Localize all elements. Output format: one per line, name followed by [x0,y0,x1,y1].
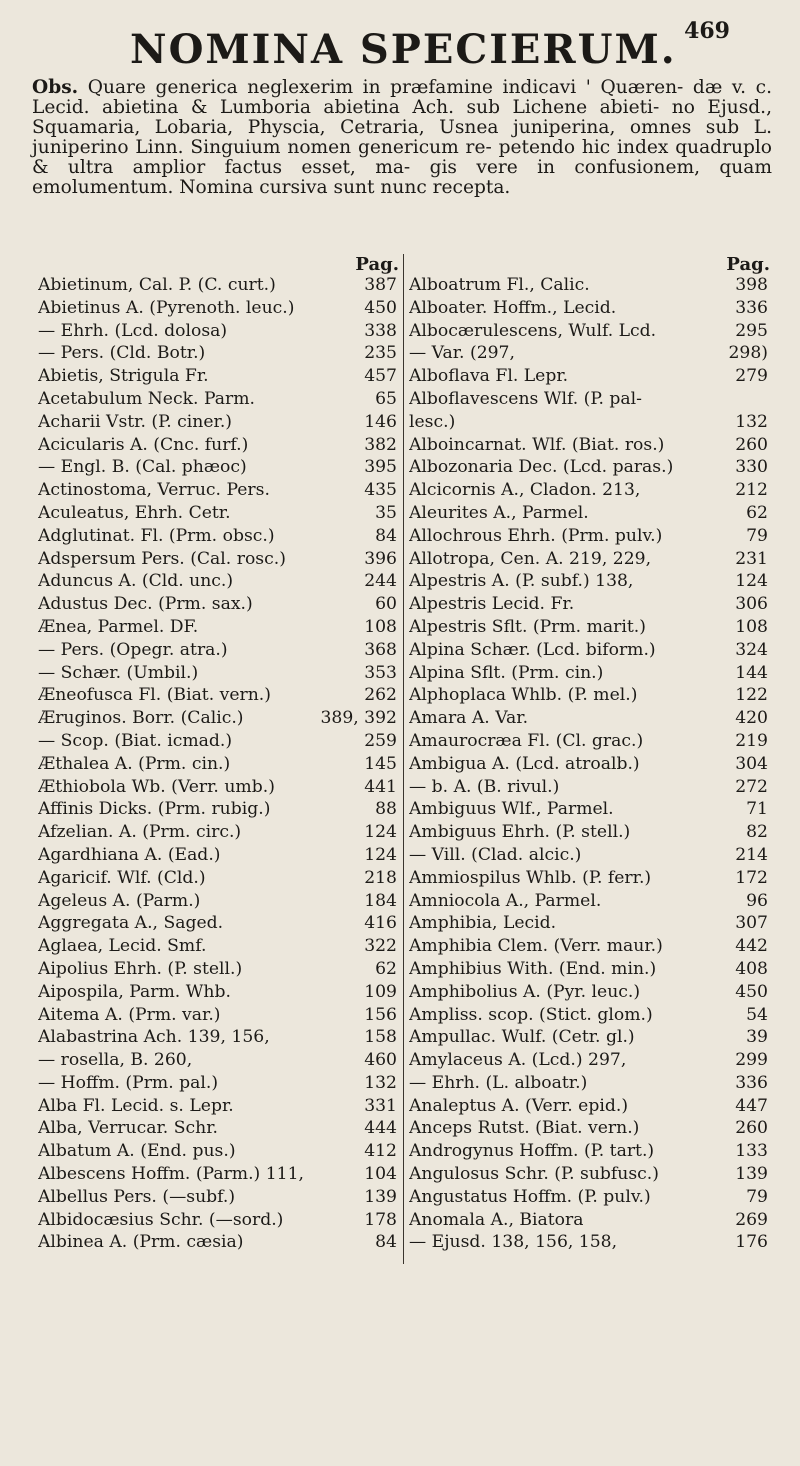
entry-name: — Pers. (Cld. Botr.) [38,343,206,364]
entry-pages: 368 [364,639,397,660]
index-entry [409,456,774,479]
index-entry [38,1049,403,1072]
index-entry [409,798,774,821]
index-entry [409,1163,774,1186]
index-entry [409,753,774,776]
entry-name: Albatum A. (End. pus.) [38,1141,236,1162]
entry-name: Analeptus A. (Verr. epid.) [409,1095,629,1116]
index-entry [409,593,774,616]
entry-pages: 457 [364,366,397,387]
entry-name: Ampliss. scop. (Stict. glom.) [409,1004,653,1025]
entry-name: Aggregata A., Saged. [38,913,224,934]
entry-name: Alpestris Sflt. (Prm. marit.) [409,616,646,637]
entry-pages: 35 [375,502,397,523]
entry-pages: 212 [735,480,768,501]
index-entry [409,821,774,844]
index-entry [409,570,774,593]
entry-name: Amaurocræa Fl. (Cl. grac.) [409,730,644,751]
entry-name: Aculeatus, Ehrh. Cetr. [38,502,231,523]
index-entry [409,365,774,388]
entry-name: Æruginos. Borr. (Calic.) [38,708,244,729]
right-pag-label: Pag. [726,254,770,275]
entry-name: Ambiguus Ehrh. (P. stell.) [409,822,631,843]
left-pag-label: Pag. [355,254,399,275]
index-entry [38,593,403,616]
entry-name: Ampullac. Wulf. (Cetr. gl.) [409,1027,635,1048]
index-entry [409,320,774,343]
entry-name: Albocærulescens, Wulf. Lcd. [409,320,657,341]
index-entry [409,479,774,502]
entry-pages: 96 [746,890,768,911]
entry-pages: 435 [364,480,397,501]
entry-pages: 132 [735,411,768,432]
entry-pages: 124 [364,822,397,843]
entry-name: Adustus Dec. (Prm. sax.) [38,594,253,615]
entry-name: Albozonaria Dec. (Lcd. paras.) [409,457,674,478]
entry-pages: 441 [364,776,397,797]
entry-pages: 54 [746,1004,768,1025]
index-entry [38,753,403,776]
entry-pages: 104 [364,1164,397,1185]
entry-name: Albellus Pers. (—subf.) [38,1186,236,1207]
index-entry [38,1140,403,1163]
entry-pages: 144 [735,662,768,683]
entry-name: Amphibius With. (End. min.) [409,958,657,979]
index-entry [38,639,403,662]
index-entry [38,958,403,981]
entry-pages: 450 [735,981,768,1002]
entry-pages: 262 [364,685,397,706]
index-entry [38,867,403,890]
entry-name: Alpina Sflt. (Prm. cin.) [409,662,604,683]
entry-name: Alba, Verrucar. Schr. [38,1118,218,1139]
entry-pages: 304 [735,753,768,774]
entry-pages: 122 [735,685,768,706]
index-entry [409,639,774,662]
index-entry [409,411,774,434]
entry-name: Amphibia, Lecid. [409,913,557,934]
entry-pages: 88 [375,799,397,820]
entry-name: Allochrous Ehrh. (Prm. pulv.) [409,525,663,546]
entry-pages: 336 [735,297,768,318]
entry-pages: 416 [364,913,397,934]
entry-name: Albescens Hoffm. (Parm.) 111, [38,1164,304,1185]
entry-name: Albidocæsius Schr. (—sord.) [38,1209,284,1230]
index-entry [38,730,403,753]
entry-name: Androgynus Hoffm. (P. tart.) [409,1141,655,1162]
index-entry [38,297,403,320]
entry-name: Adspersum Pers. (Cal. rosc.) [38,548,286,569]
page-number: 469 [684,18,730,44]
index-entry [38,776,403,799]
index-entry [409,1117,774,1140]
index-entry [409,502,774,525]
entry-pages: 156 [364,1004,397,1025]
entry-pages: 331 [364,1095,397,1116]
entry-pages: 338 [364,320,397,341]
index-entry [38,912,403,935]
entry-pages: 353 [364,662,397,683]
index-entry [38,342,403,365]
entry-name: Ambiguus Wlf., Parmel. [409,799,614,820]
index-entry [38,570,403,593]
index-entry [409,981,774,1004]
entry-name: Alboincarnat. Wlf. (Biat. ros.) [409,434,665,455]
index-entry [38,821,403,844]
entry-name: Aleurites A., Parmel. [409,502,589,523]
entry-name: — Pers. (Opegr. atra.) [38,639,228,660]
entry-name: Allotropa, Cen. A. 219, 229, [409,548,652,569]
entry-name: Aitema A. (Prm. var.) [38,1004,221,1025]
entry-pages: 39 [746,1027,768,1048]
index-entry [409,1026,774,1049]
entry-name: Alboflavescens Wlf. (P. pal- [409,388,642,409]
entry-pages: 124 [364,844,397,865]
entry-pages: 408 [735,958,768,979]
index-entry [38,1163,403,1186]
entry-pages: 84 [375,1232,397,1253]
entry-name: lesc.) [409,411,456,432]
entry-pages: 260 [735,1118,768,1139]
index-entry [38,684,403,707]
index-entry [409,1140,774,1163]
index-entry [38,981,403,1004]
entry-name: Anceps Rutst. (Biat. vern.) [409,1118,640,1139]
entry-pages: 60 [375,594,397,615]
index-entry [38,365,403,388]
running-title: NOMINA SPECIERUM. [130,26,677,73]
entry-name: Alboatrum Fl., Calic. [409,275,590,295]
entry-name: Æneofusca Fl. (Biat. vern.) [38,685,271,706]
entry-name: Adglutinat. Fl. (Prm. obsc.) [38,525,275,546]
index-entry [38,890,403,913]
entry-pages: 184 [364,890,397,911]
entry-name: Acharii Vstr. (P. ciner.) [38,411,232,432]
index-entry [409,434,774,457]
entry-name: Anomala A., Biatora [409,1209,584,1230]
entry-pages: 387 [364,275,397,295]
entry-pages: 62 [746,502,768,523]
entry-name: Ænea, Parmel. DF. [38,616,199,637]
entry-name: Acetabulum Neck. Parm. [38,388,255,409]
entry-name: — Ejusd. 138, 156, 158, [409,1232,618,1253]
entry-pages: 133 [735,1141,768,1162]
index-entry [409,730,774,753]
entry-name: Aipospila, Parm. Whb. [38,981,231,1002]
entry-pages: 62 [375,958,397,979]
entry-name: — Engl. B. (Cal. phæoc) [38,457,247,478]
index-entry [38,502,403,525]
entry-pages: 178 [364,1209,397,1230]
entry-pages: 324 [735,639,768,660]
entry-pages: 79 [746,525,768,546]
index-entry [38,616,403,639]
entry-pages: 307 [735,913,768,934]
entry-pages: 109 [364,981,397,1002]
entry-name: — Vill. (Clad. alcic.) [409,844,582,865]
index-entry [409,342,774,365]
entry-name: — Ehrh. (L. alboatr.) [409,1072,588,1093]
entry-pages: 108 [364,616,397,637]
index-entry [409,662,774,685]
entry-pages: 269 [735,1209,768,1230]
entry-pages: 71 [746,799,768,820]
entry-name: Aduncus A. (Cld. unc.) [38,571,234,592]
entry-name: Alpestris A. (P. subf.) 138, [409,571,634,592]
entry-name: — Schær. (Umbil.) [38,662,199,683]
entry-name: Alabastrina Ach. 139, 156, [38,1027,270,1048]
index-entry [38,1026,403,1049]
entry-pages: 158 [364,1027,397,1048]
entry-name: Alphoplaca Whlb. (P. mel.) [409,685,638,706]
entry-pages: 395 [364,457,397,478]
entry-pages: 420 [735,708,768,729]
entry-name: Alpestris Lecid. Fr. [409,594,575,615]
entry-pages: 219 [735,730,768,751]
entry-pages: 299 [735,1050,768,1071]
index-entry [409,1186,774,1209]
entry-pages: 272 [735,776,768,797]
entry-name: Amylaceus A. (Lcd.) 297, [409,1050,627,1071]
entry-pages: 218 [364,867,397,888]
entry-name: Angustatus Hoffm. (P. pulv.) [409,1186,651,1207]
entry-pages: 132 [364,1072,397,1093]
right-column [403,254,774,1254]
entry-name: Alpina Schær. (Lcd. biform.) [409,639,656,660]
left-column [38,254,403,1254]
entry-pages: 279 [735,366,768,387]
entry-pages: 260 [735,434,768,455]
entry-pages: 124 [735,571,768,592]
entry-name: Abietis, Strigula Fr. [38,366,209,387]
intro-lead: Obs. [32,77,79,98]
entry-pages: 65 [375,388,397,409]
index-entry [409,890,774,913]
entry-pages: 172 [735,867,768,888]
entry-pages: 145 [364,753,397,774]
entry-pages: 336 [735,1072,768,1093]
entry-name: Alboflava Fl. Lepr. [409,366,569,387]
entry-name: — Hoffm. (Prm. pal.) [38,1072,219,1093]
entry-pages: 146 [364,411,397,432]
entry-pages: 450 [364,297,397,318]
index-entry [409,867,774,890]
entry-name: Alba Fl. Lecid. s. Lepr. [38,1095,234,1116]
entry-name: Ageleus A. (Parm.) [38,890,201,911]
entry-name: Æthiobola Wb. (Verr. umb.) [38,776,275,797]
index-entry [409,935,774,958]
entry-pages: 398 [735,275,768,295]
index-entry [38,935,403,958]
index-entry [38,662,403,685]
entry-pages: 412 [364,1141,397,1162]
entry-name: — Var. (297, [409,343,515,364]
column-divider [403,254,404,1264]
index-entry [409,707,774,730]
entry-pages: 139 [735,1164,768,1185]
index-entry [409,548,774,571]
entry-pages: 295 [735,320,768,341]
page-header [0,8,800,73]
entry-name: Alboater. Hoffm., Lecid. [409,297,617,318]
entry-pages: 244 [364,571,397,592]
entry-pages: 447 [735,1095,768,1116]
index-entry [38,479,403,502]
index-entry [409,844,774,867]
entry-name: — Ehrh. (Lcd. dolosa) [38,320,228,341]
entry-pages: 396 [364,548,397,569]
entry-name: — rosella, B. 260, [38,1050,193,1071]
entry-pages: 442 [735,936,768,957]
index-entry [409,616,774,639]
index-entry [409,958,774,981]
entry-name: Afzelian. A. (Prm. circ.) [38,822,242,843]
index-entry [38,388,403,411]
entry-name: Actinostoma, Verruc. Pers. [38,480,270,501]
entry-name: Angulosus Schr. (P. subfusc.) [409,1164,659,1185]
entry-pages: 444 [364,1118,397,1139]
index-entry [38,548,403,571]
index-entry [38,525,403,548]
intro-paragraph [32,78,772,198]
index-entry [38,274,403,297]
index-entry [409,388,774,411]
entry-pages: 235 [364,343,397,364]
entry-name: Albinea A. (Prm. cæsia) [38,1232,244,1253]
entry-name: Acicularis A. (Cnc. furf.) [38,434,249,455]
entry-pages: 214 [735,844,768,865]
index-entry [38,1095,403,1118]
entry-name: Aglaea, Lecid. Smf. [38,936,207,957]
entry-pages: 460 [364,1050,397,1071]
entry-pages: 231 [735,548,768,569]
index-entry [409,1004,774,1027]
entry-pages: 82 [746,822,768,843]
entry-name: Amphibolius A. (Pyr. leuc.) [409,981,641,1002]
entry-name: Abietinum, Cal. P. (C. curt.) [38,275,276,295]
index-entry [38,707,403,730]
index-entry [409,912,774,935]
index-entry [409,1072,774,1095]
entry-pages: 79 [746,1186,768,1207]
index-entry [38,434,403,457]
index-entry [38,798,403,821]
index-entry [38,1072,403,1095]
entry-name: Alcicornis A., Cladon. 213, [409,480,641,501]
entry-pages: 139 [364,1186,397,1207]
entry-pages: 298) [728,343,768,364]
index-entry [409,1049,774,1072]
entry-name: Amniocola A., Parmel. [409,890,602,911]
entry-pages: 108 [735,616,768,637]
entry-name: Aipolius Ehrh. (P. stell.) [38,958,243,979]
index-entry [38,456,403,479]
index-entry [38,320,403,343]
index-entry [38,1231,403,1254]
index-entry [38,1117,403,1140]
entry-name: Affinis Dicks. (Prm. rubig.) [38,799,271,820]
index-entry [409,684,774,707]
intro-text: Quare generica neglexerim in præfamine indicavi ' Quæren- dæ v. c. Lecid. abietina & Lumboria abietina Ach. sub Lichene abieti- no Ejusd., Squamaria, Lobaria, Physcia, Cetraria, Usnea juniperina, omnes sub L. juniperino Linn. Singuium nomen genericum re- petendo hic index quadruplo & ultra amplior factus esset, ma- gis vere in confusionem, quam emolumentum. Nomina cursiva sunt nunc recepta. [32,77,772,198]
index-entry [409,1209,774,1232]
index-entry [38,1209,403,1232]
index-entry [409,525,774,548]
index-entry [38,1004,403,1027]
entry-name: Agardhiana A. (Ead.) [38,844,221,865]
entry-pages: 259 [364,730,397,751]
entry-name: Abietinus A. (Pyrenoth. leuc.) [38,297,295,318]
entry-name: Amara A. Var. [409,708,529,729]
entry-pages: 176 [735,1232,768,1253]
index-entry [38,1186,403,1209]
index-entry [38,411,403,434]
entry-pages: 382 [364,434,397,455]
index-entry [409,274,774,297]
entry-pages: 389, 392 [320,708,397,729]
entry-name: Ambigua A. (Lcd. atroalb.) [409,753,640,774]
index-entry [409,1095,774,1118]
index-entry [409,776,774,799]
index-columns [38,254,774,1254]
index-entry [409,1231,774,1254]
entry-name: Æthalea A. (Prm. cin.) [38,753,231,774]
entry-name: Ammiospilus Whlb. (P. ferr.) [409,867,652,888]
entry-name: — Scop. (Biat. icmad.) [38,730,233,751]
entry-pages: 306 [735,594,768,615]
entry-name: Agaricif. Wlf. (Cld.) [38,867,206,888]
entry-pages: 330 [735,457,768,478]
entry-pages: 84 [375,525,397,546]
index-entry [38,844,403,867]
entry-pages: 322 [364,936,397,957]
index-entry [409,297,774,320]
entry-name: Amphibia Clem. (Verr. maur.) [409,936,663,957]
entry-name: — b. A. (B. rivul.) [409,776,560,797]
